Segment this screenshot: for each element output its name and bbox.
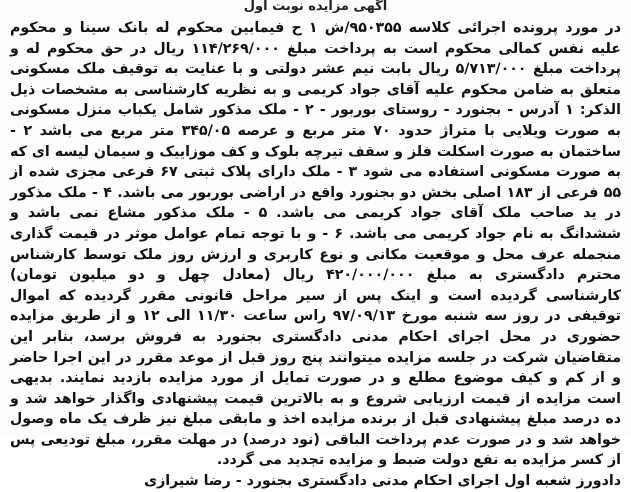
notice-title: آگهی مزایده نوبت اول [243, 0, 388, 14]
notice-body: در مورد پرونده اجرائی کلاسه ۹۵۰۳۵۵/ش ۱ ح فیمابین محکوم له بانک سینا و محکوم علیه نفس کمالی محکوم است به پرداخت مبلغ ۱۱۴/۲۶۹/۰۰۰ ریال در حق محکوم له و پرداخت مبلغ ۵/۷۱۳/۰۰۰ ریال بابت نیم عشر دولتی و با عنایت به توقیف ملک مسکونی متعلق به ضامن محکوم علیه آقای جواد کریمی و به نظریه کارشناسی به مشخصات ذیل الذکر: ۱ آدرس - بجنورد - روستای بوربور - ۲ - ملک مذکور شامل یکباب منزل مسکونی به صورت ویلایی با متراژ حدود ۷۰ متر مربع و عرصه ۳۴۵/۰۵ متر مربع می باشد ۲ - ساختمان به صورت اسکلت فلز و سقف تیرچه بلوک و کف موزاییک و سیمان لیسه ای که به صورت مسکونی استفاده می شود ۳ - ملک دارای پلاک ثبتی ۶۷ فرعی مجزی شده از ۵۵ فرعی از ۱۸۳ اصلی بخش دو بجنورد واقع در اراضی بوربور می باشد. ۴ - ملک مذکور در ید صاحب ملک آقای جواد کریمی می باشد. ۵ - ملک مذکور مشاع نمی باشد و ششدانگ به نام جواد کریمی می باشد. ۶ - و با توجه تمام عوامل موثر در قیمت گذاری منجمله عرف محل و موقعیت مکانی و نوع کاربری و ارزش روز ملک توسط کارشناس محترم دادگستری به مبلغ ۴۲۰/۰۰۰/۰۰۰ ریال (معادل چهل و دو میلیون تومان) کارشناسی گردیده است و اینک پس از سیر مراحل قانونی مقرر گردیده که اموال توقیفی در روز سه شنبه مورخ ۹۷/۰۹/۱۳ راس ساعت ۱۱/۳۰ الی ۱۲ و از طریق مزایده حضوری در محل اجرای احکام مدنی دادگستری بجنورد به فروش برسد، بنابر این متقاضیان شرکت در جلسه مزایده میتوانند پنج روز قبل از موعد مقرر در این اجرا حاضر و از کم و کیف موضوع مطلع و در صورت تمایل از مورد مزایده بازدید نمایند. بدیهی است مزایده از قیمت ارزیابی شروع و به بالاترین قیمت پیشنهادی واگذار خواهد شد و ده درصد مبلغ پیشنهادی قبل از برنده مزایده اخذ و مابقی مبلغ نیز ظرف یک ماه وصول خواهد شد و در صورت عدم پرداخت الباقی (نود درصد) در مهلت مقرر، مبلغ تودیعی پس از کسر مزایده به نفع دولت ضبط و مزایده تجدید می گردد. [10, 20, 622, 469]
notice-signature: دادورز شعبه اول اجرای احکام مدنی دادگستری بجنورد - رضا شیرازی [144, 473, 621, 490]
